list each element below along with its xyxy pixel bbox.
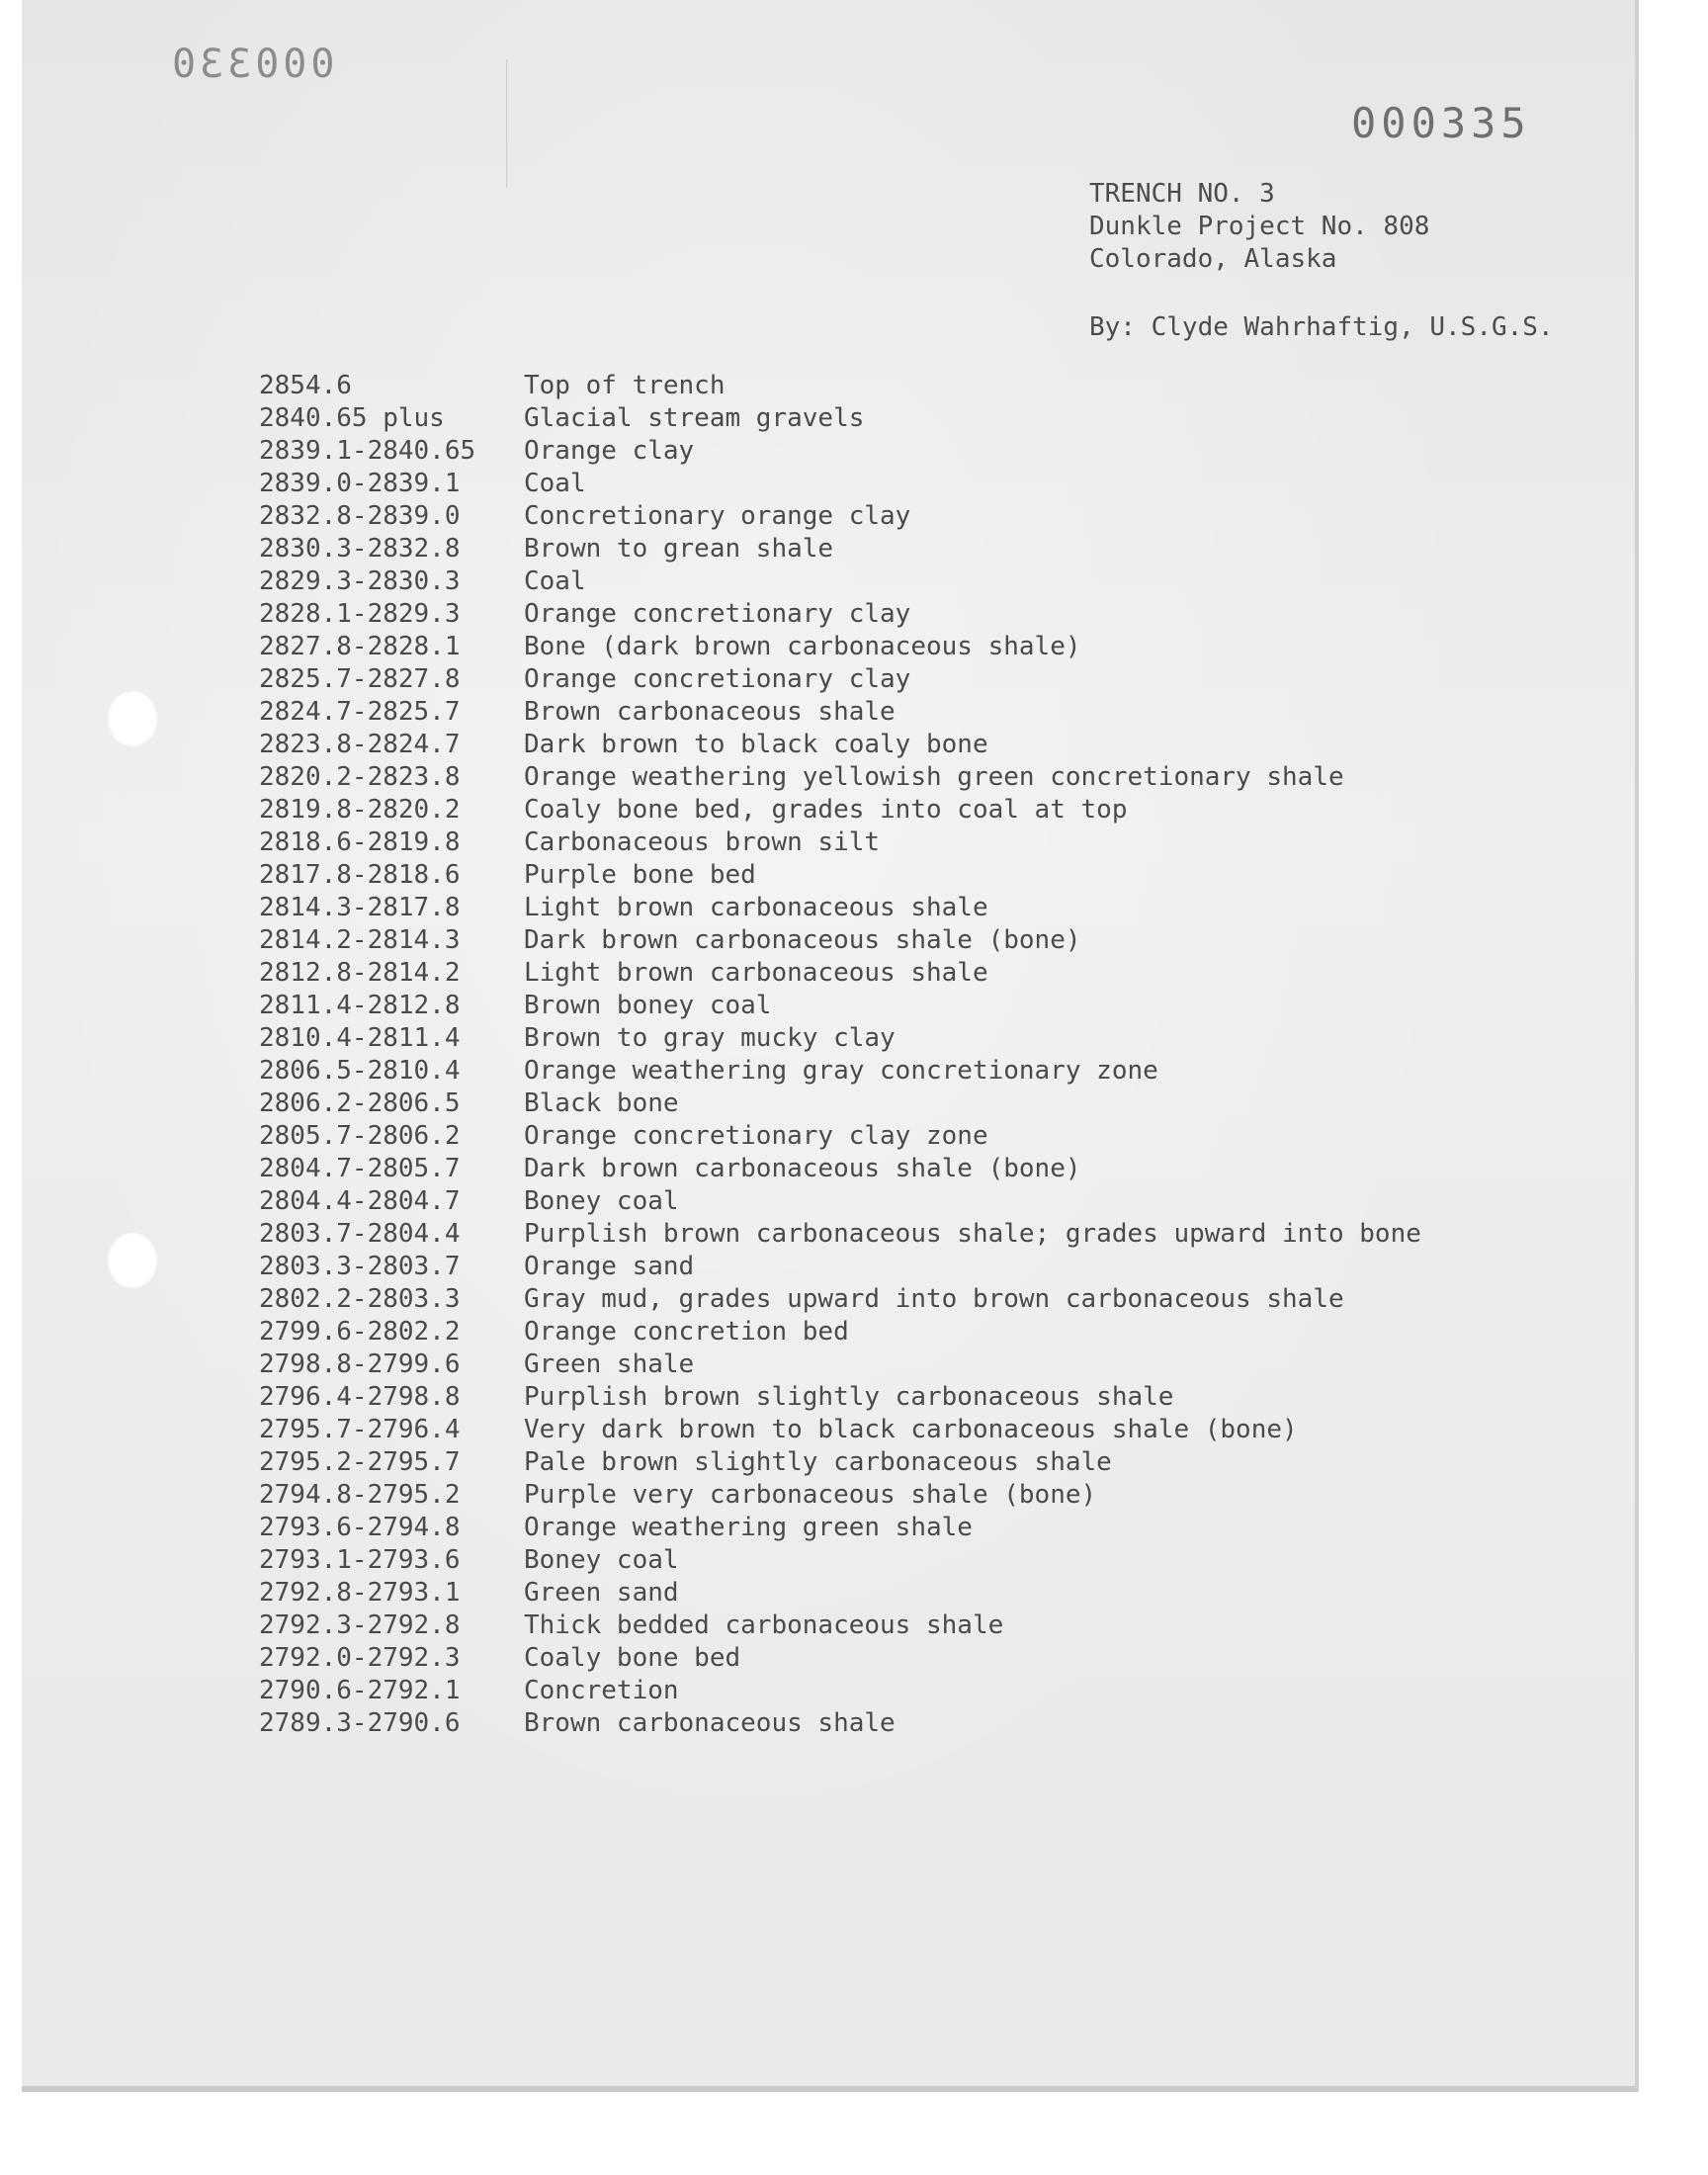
- log-row: [259, 1185, 1544, 1218]
- log-row: [259, 1479, 1544, 1512]
- log-row: [259, 761, 1544, 794]
- layer-description: Orange concretionary clay: [524, 599, 911, 629]
- layer-description: Light brown carbonaceous shale: [524, 958, 988, 988]
- depth-range: 2829.3-2830.3: [259, 566, 461, 596]
- log-row: [259, 1055, 1544, 1088]
- layer-description: Light brown carbonaceous shale: [524, 893, 988, 922]
- log-row: [259, 892, 1544, 924]
- depth-range: 2827.8-2828.1: [259, 632, 461, 661]
- layer-description: Coal: [524, 469, 586, 498]
- log-row: [259, 696, 1544, 729]
- punch-hole: [107, 1232, 158, 1289]
- layer-description: Carbonaceous brown silt: [524, 827, 881, 857]
- punch-hole: [107, 690, 158, 747]
- log-row: [259, 1512, 1544, 1544]
- layer-description: Coaly bone bed: [524, 1643, 741, 1673]
- log-row: [259, 729, 1544, 761]
- depth-range: 2802.2-2803.3: [259, 1284, 461, 1314]
- layer-description: Thick bedded carbonaceous shale: [524, 1610, 1004, 1640]
- depth-range: 2795.2-2795.7: [259, 1447, 461, 1477]
- depth-range: 2854.6: [259, 371, 352, 400]
- depth-range: 2812.8-2814.2: [259, 958, 461, 988]
- depth-range: 2794.8-2795.2: [259, 1480, 461, 1510]
- layer-description: Orange sand: [524, 1252, 695, 1281]
- author-byline: By: Clyde Wahrhaftig, U.S.G.S.: [1089, 312, 1554, 342]
- log-row: [259, 1120, 1544, 1153]
- layer-description: Concretion: [524, 1676, 679, 1705]
- depth-range: 2798.8-2799.6: [259, 1349, 461, 1379]
- log-row: [259, 924, 1544, 957]
- depth-range: 2803.7-2804.4: [259, 1219, 461, 1249]
- depth-range: 2823.8-2824.7: [259, 730, 461, 759]
- layer-description: Bone (dark brown carbonaceous shale): [524, 632, 1081, 661]
- log-row: [259, 370, 1544, 402]
- log-row: [259, 598, 1544, 631]
- mirrored-page-stamp: 000330: [168, 42, 335, 87]
- log-row: [259, 566, 1544, 598]
- layer-description: Orange concretionary clay: [524, 664, 911, 694]
- project-name: Dunkle Project No. 808: [1089, 212, 1430, 241]
- layer-description: Boney coal: [524, 1545, 679, 1575]
- log-row: [259, 1022, 1544, 1055]
- layer-description: Purple very carbonaceous shale (bone): [524, 1480, 1097, 1510]
- depth-range: 2814.2-2814.3: [259, 925, 461, 955]
- log-row: [259, 1675, 1544, 1707]
- layer-description: Gray mud, grades upward into brown carbonaceous shale: [524, 1284, 1344, 1314]
- layer-description: Brown to grean shale: [524, 534, 834, 564]
- log-row: [259, 1577, 1544, 1610]
- depth-range: 2804.4-2804.7: [259, 1186, 461, 1216]
- depth-range: 2818.6-2819.8: [259, 827, 461, 857]
- log-row: [259, 500, 1544, 533]
- depth-range: 2824.7-2825.7: [259, 697, 461, 727]
- layer-description: Coaly bone bed, grades into coal at top: [524, 795, 1128, 825]
- depth-range: 2811.4-2812.8: [259, 991, 461, 1020]
- depth-range: 2793.1-2793.6: [259, 1545, 461, 1575]
- depth-range: 2792.0-2792.3: [259, 1643, 461, 1673]
- depth-range: 2803.3-2803.7: [259, 1252, 461, 1281]
- document-page: [22, 0, 1639, 2092]
- layer-description: Glacial stream gravels: [524, 403, 865, 433]
- depth-range: 2796.4-2798.8: [259, 1382, 461, 1412]
- layer-description: Green shale: [524, 1349, 695, 1379]
- layer-description: Orange weathering yellowish green concretionary shale: [524, 762, 1344, 792]
- depth-range: 2814.3-2817.8: [259, 893, 461, 922]
- layer-description: Dark brown to black coaly bone: [524, 730, 988, 759]
- depth-range: 2806.5-2810.4: [259, 1056, 461, 1086]
- depth-range: 2817.8-2818.6: [259, 860, 461, 890]
- log-row: [259, 1544, 1544, 1577]
- depth-range: 2806.2-2806.5: [259, 1088, 461, 1118]
- depth-range: 2792.3-2792.8: [259, 1610, 461, 1640]
- layer-description: Very dark brown to black carbonaceous shale (bone): [524, 1415, 1298, 1444]
- layer-description: Concretionary orange clay: [524, 501, 911, 531]
- depth-range: 2830.3-2832.8: [259, 534, 461, 564]
- depth-range: 2804.7-2805.7: [259, 1154, 461, 1183]
- layer-description: Top of trench: [524, 371, 726, 400]
- layer-description: Boney coal: [524, 1186, 679, 1216]
- layer-description: Brown carbonaceous shale: [524, 1708, 896, 1738]
- depth-range: 2790.6-2792.1: [259, 1676, 461, 1705]
- layer-description: Orange weathering gray concretionary zone: [524, 1056, 1158, 1086]
- layer-description: Purplish brown carbonaceous shale; grades upward into bone: [524, 1219, 1421, 1249]
- layer-description: Dark brown carbonaceous shale (bone): [524, 1154, 1081, 1183]
- log-row: [259, 533, 1544, 566]
- layer-description: Purplish brown slightly carbonaceous shale: [524, 1382, 1174, 1412]
- log-row: [259, 1642, 1544, 1675]
- log-row: [259, 1088, 1544, 1120]
- log-row: [259, 990, 1544, 1022]
- layer-description: Orange concretion bed: [524, 1317, 849, 1347]
- layer-description: Coal: [524, 566, 586, 596]
- log-row: [259, 631, 1544, 663]
- log-row: [259, 957, 1544, 990]
- document-header: [1089, 178, 1429, 276]
- layer-description: Brown carbonaceous shale: [524, 697, 896, 727]
- log-row: [259, 1251, 1544, 1283]
- layer-description: Orange concretionary clay zone: [524, 1121, 988, 1151]
- log-row: [259, 826, 1544, 859]
- log-row: [259, 1610, 1544, 1642]
- log-row: [259, 1153, 1544, 1185]
- log-row: [259, 435, 1544, 468]
- depth-range: 2819.8-2820.2: [259, 795, 461, 825]
- depth-range: 2805.7-2806.2: [259, 1121, 461, 1151]
- log-row: [259, 402, 1544, 435]
- page-number-stamp: 000335: [1351, 99, 1531, 147]
- depth-range: 2799.6-2802.2: [259, 1317, 461, 1347]
- depth-range: 2795.7-2796.4: [259, 1415, 461, 1444]
- layer-description: Brown boney coal: [524, 991, 772, 1020]
- depth-range: 2828.1-2829.3: [259, 599, 461, 629]
- log-row: [259, 859, 1544, 892]
- layer-description: Brown to gray mucky clay: [524, 1023, 896, 1053]
- log-row: [259, 1414, 1544, 1446]
- depth-range: 2832.8-2839.0: [259, 501, 461, 531]
- layer-description: Orange clay: [524, 436, 695, 466]
- depth-range: 2839.1-2840.65: [259, 436, 476, 466]
- depth-range: 2810.4-2811.4: [259, 1023, 461, 1053]
- depth-range: 2792.8-2793.1: [259, 1578, 461, 1608]
- depth-range: 2820.2-2823.8: [259, 762, 461, 792]
- log-row: [259, 1218, 1544, 1251]
- depth-range: 2840.65 plus: [259, 403, 445, 433]
- log-row: [259, 1348, 1544, 1381]
- depth-range: 2793.6-2794.8: [259, 1513, 461, 1542]
- location: Colorado, Alaska: [1089, 244, 1337, 274]
- layer-description: Pale brown slightly carbonaceous shale: [524, 1447, 1112, 1477]
- log-row: [259, 1707, 1544, 1740]
- layer-description: Dark brown carbonaceous shale (bone): [524, 925, 1081, 955]
- layer-description: Green sand: [524, 1578, 679, 1608]
- log-row: [259, 794, 1544, 826]
- log-row: [259, 1316, 1544, 1348]
- depth-range: 2789.3-2790.6: [259, 1708, 461, 1738]
- log-row: [259, 1381, 1544, 1414]
- layer-description: Black bone: [524, 1088, 679, 1118]
- trench-title: TRENCH NO. 3: [1089, 179, 1275, 209]
- stratigraphic-log: [259, 370, 1544, 1740]
- layer-description: Orange weathering green shale: [524, 1513, 973, 1542]
- log-row: [259, 1446, 1544, 1479]
- log-row: [259, 468, 1544, 500]
- log-row: [259, 663, 1544, 696]
- paper-fold-mark: [506, 59, 507, 188]
- depth-range: 2825.7-2827.8: [259, 664, 461, 694]
- layer-description: Purple bone bed: [524, 860, 756, 890]
- log-row: [259, 1283, 1544, 1316]
- depth-range: 2839.0-2839.1: [259, 469, 461, 498]
